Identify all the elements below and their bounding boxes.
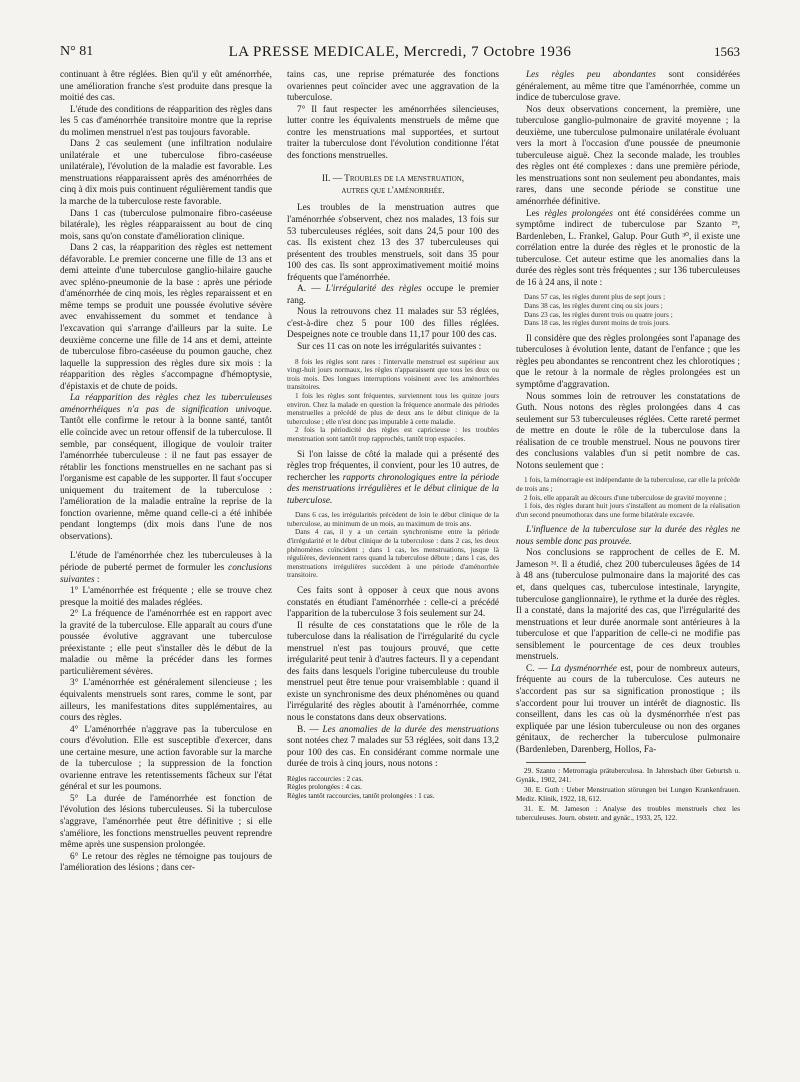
list-item: 2 fois, elle apparaît au décours d'une tuberculose de gravité moyenne ; xyxy=(524,493,727,502)
small-paragraph: 8 fois les règles sont rares : l'intervalle menstruel est supérieur aux vingt-huit jours normaux, les règles n'apparaissent que tous les deux ou trois mois. Des longues interruptions voisinent avec les aménorrhées transitoires. xyxy=(287,357,499,392)
paragraph: 7° Il faut respecter les aménorrhées silencieuses, lutter contre les équivalents menstruels de même que contre les menstruations mal supportées, et surtout traiter la tuberculose dont l'évolution conditionne l'état des fonctions menstruelles. xyxy=(287,104,499,161)
text: : xyxy=(94,574,100,585)
footnotes xyxy=(516,767,740,822)
small-paragraph: Dans 4 cas, il y a un certain synchronisme entre la période d'irrégularité et le début clinique de la tuberculose : dans 2 cas, les deux phénomènes coïncident ; dans 1 cas, les menstruations, jusque là régulières, deviennent rares quand la tuberculose débute ; dans 1 cas, des menstruations irrégulières succèdent à une période d'aménorrhée transitoire. xyxy=(287,528,499,580)
footnote: 31. E. M. Jameson : Analyse des troubles menstruels chez les tuberculeuses. Journ. obstetr. and gynäc., 1933, 25, 122. xyxy=(516,805,740,822)
list-item: Dans 38 cas, les règles durent cinq ou six jours ; xyxy=(524,301,663,310)
paragraph: Nos conclusions se rapprochent de celles de E. M. Jameson ³¹. Il a étudié, chez 200 tuberculeuses âgées de 14 à 48 ans (tuberculose pulmonaire dans la majorité des cas et, dans quelques cas, tuberculose intestinale, laryngite, tuberculose ganglionnaire), le rythme et la durée des règles. Il a constaté, dans la majorité des cas, que l'irrégularité des menstruations et leur durée anormale sont antérieures à la tuberculose et que l'apparition de celle-ci ne modifie pas sensiblement le pourcentage de ces deux troubles menstruels. xyxy=(516,548,740,663)
column-2 xyxy=(287,70,499,801)
paragraph: Les troubles de la menstruation autres que l'aménorrhée s'observent, chez nos malades, 13 fois sur 53 tuberculeuses réglées, soit dans 24,5 pour 100 des cas. Ils existent chez 13 des 37 tuberculeuses qui présentent des troubles menstruels, soit dans 35 pour 100 des cas. Ils sont approximativement moitié moins fréquents que l'aménorrhée. xyxy=(287,203,499,283)
conclusion-1: 1° L'aménorrhée est fréquente ; elle se trouve chez presque la moitié des malades réglées. xyxy=(60,586,272,608)
column-3 xyxy=(516,70,740,824)
text: ont été considérées comme un symptôme indirect de tuberculose par Szanto ²⁹, Bardenleben, L. Frankel, Galup. Pour Guth ³⁰, il existe une corrélation entre la durée des règles et le pronostic de la tuberculose. Cet auteur estime que les anomalies dans la durée des règles sont très fréquentes ; sur 136 tuberculeuses de 16 à 24 ans, il note : xyxy=(516,208,741,288)
paragraph xyxy=(516,209,740,290)
italic-text: La dysménorrhée xyxy=(550,663,617,674)
text: sont considérées généralement, au même titre que l'aménorrhée, comme un indice de tuberculose grave. xyxy=(516,70,741,104)
page-header xyxy=(60,44,740,66)
list-item: Dans 23 cas, les règles durent trois ou quatre jours ; xyxy=(524,310,673,319)
paragraph xyxy=(516,664,740,756)
list-item: 1 fois, la ménorragie est indépendante de la tuberculose, car elle la précède de trois ans ; xyxy=(516,476,740,493)
paragraph xyxy=(60,551,272,586)
list-item: Dans 57 cas, les règles durent plus de sept jours ; xyxy=(524,293,666,302)
paragraph: Nous sommes loin de retrouver les constatations de Guth. Nous notons des règles prolongées dans 4 cas seulement sur 53 tuberculeuses réglées. Cette rareté permet de mettre en doute le rôle de la tuberculose dans la réalisation de ce trouble menstruel. Nous ne pouvons tirer des conclusions valables d'un si petit nombre de cas. Notons seulement que : xyxy=(516,391,740,471)
text: est, pour de nombreux auteurs, fréquente au cours de la tuberculose. Ces auteurs ne s'accordent pas sur sa signification pronostique ; ils s'accordent pour lui trouver un intérêt de diagnostic. Ils conseillent, dans les cas où la dysménorrhée n'est pas expliquée par une lésion tuberculeuse ou non des organes génitaux, de rechercher la tuberculose pulmonaire (Bardenleben, Darenberg, Hollos, Fa- xyxy=(516,663,740,755)
small-print-block xyxy=(287,358,499,444)
list-item: Règles prolongées : 4 cas. xyxy=(287,783,362,792)
conclusion-4: 4° L'aménorrhée n'aggrave pas la tuberculose en cours d'évolution. Elle est susceptible d'exercer, dans une certaine mesure, une action favorable sur la marche de la tuberculose ; la suppression de la fonction ovarienne entrave les retentissements fâcheux sur l'état général et sur les poumons. xyxy=(60,724,272,793)
small-print-block xyxy=(516,476,740,519)
paragraph: Dans 2 cas seulement (une infiltration nodulaire unilatérale et une tuberculose fibro-caséeuse unilatérale), l'évolution de la maladie est favorable. Les menstruations réapparaissent après des aménorrhées de cinq à dix mois puis continuent régulièrement tandis que la marche de la tuberculose reste favorable. xyxy=(60,139,272,208)
italic-text: Les anomalies de la durée des menstruations xyxy=(322,724,499,735)
conclusion-6: 6° Le retour des règles ne témoigne pas toujours de l'amélioration des lésions ; dans cer- xyxy=(60,851,272,874)
italic-text: rapports chronologiques entre la période des menstruations irrégulières et le début clinique de la tuberculose. xyxy=(287,472,499,506)
small-print-block xyxy=(287,511,499,580)
paragraph: Sur ces 11 cas on note les irrégularités suivantes : xyxy=(297,342,482,353)
text: A. — xyxy=(297,284,326,295)
paragraph xyxy=(516,70,740,105)
italic-text: Les règles peu abondantes xyxy=(526,70,656,80)
small-paragraph: 2 fois la périodicité des règles est capricieuse : les troubles menstruation sont tantôt trop rapprochés, tantôt trop espacées. xyxy=(287,426,499,443)
italic-text: La réapparition des règles chez les tuberculeuses aménorrhéiques n'a pas de signification univoque. xyxy=(60,393,272,415)
paragraph: Nos deux observations concernent, la première, une tuberculose ganglio-pulmonaire de gravité moyenne ; la deuxième, une tuberculose pulmonaire unilatérale évoluant vers la mort à l'occasion d'une poussée de pneumonie tuberculeuse aiguë. Chez la seconde malade, les troubles des règles ont été complexes : dans une première période, les menstruations sont non seulement peu abondantes, mais rares, dans une seconde période se constitue une aménorrhée définitive. xyxy=(516,104,740,208)
paragraph: tains cas, une reprise prématurée des fonctions ovariennes peut coïncider avec une aggravation de la tuberculose. xyxy=(287,70,499,104)
paragraph: Ces faits sont à opposer à ceux que nous avons constatés en étudiant l'aménorrhée : celle-ci a précédé l'apparition de la tuberculose 3 fois seulement sur 24. xyxy=(287,586,499,620)
small-print-block xyxy=(287,775,499,801)
issue-number: N° 81 xyxy=(60,44,94,59)
italic-text: conclusions suivantes xyxy=(60,562,272,585)
text: Les xyxy=(526,208,545,219)
text: occupe le premier rang. xyxy=(287,284,500,306)
paragraph: L'étude des conditions de réapparition des règles dans les 5 cas d'aménorrhée transitoire montre que la reprise du molimen menstruel n'est pas toujours favorable. xyxy=(60,104,272,138)
section-heading: II. — Troubles de la menstruation, xyxy=(321,174,465,185)
conclusion-2: 2° La fréquence de l'aménorrhée est en rapport avec la gravité de la tuberculose. Elle apparaît au cours d'une poussée évolutive aggravant une tuberculose préexistante ; elle peut s'installer dès le début de la maladie ou même la précéder dans les formes particulièrement sévères. xyxy=(60,609,272,677)
paragraph: Nous la retrouvons chez 11 malades sur 53 réglées, c'est-à-dire chez 5 pour 100 des filles réglées. Despeignes note ce trouble dans 11,17 pour 100 des cas. xyxy=(287,307,499,341)
small-print-block xyxy=(516,293,740,327)
list-item: Règles tantôt raccourcies, tantôt prolongées : 1 cas. xyxy=(287,791,435,800)
small-paragraph: Dans 6 cas, les irrégularités précèdent de loin le début clinique de la tuberculose, au minimum de un mois, au maximum de trois ans. xyxy=(287,511,499,528)
small-paragraph: 1 fois les règles sont fréquentes, surviennent tous les quinze jours environ. Chez la malade en question la fréquence anormale des périodes menstruelles a précédé de plus de deux ans le début clinique de la tuberculose ; elle n'est donc pas imputable à cette maladie. xyxy=(287,391,499,426)
conclusion-5: 5° La durée de l'aménorrhée est fonction de l'évolution des lésions tuberculeuses. Si la tuberculose s'aggrave, l'aménorrhée peut être définitive ; si elle s'améliore, les fonctions menstruelles peuvent reprendre même après une suspension prolongée. xyxy=(60,793,272,851)
text: sont notées chez 7 malades sur 53 réglées, soit dans 13,2 pour 100 des cas. En considérant comme normale une durée de trois à cinq jours, nous notons : xyxy=(287,736,499,770)
text: L'étude de l'aménorrhée chez les tuberculeuses à la période de puberté permet de formuler les xyxy=(60,551,272,573)
footnote-divider xyxy=(526,762,586,763)
section-heading: autres que l'aménorrhée. xyxy=(341,185,445,196)
list-item: 1 fois, des règles durant huit jours s'installent au moment de la réalisation d'un second pneumothorax dans une forme bilatérale excavée. xyxy=(516,502,740,519)
journal-title: LA PRESSE MEDICALE, Mercredi, 7 Octobre 1936 xyxy=(228,44,572,60)
footnote: 30. E. Guth : Ueber Menstruation störungen bei Lungen Krankenfrauen. Mediz. Klinik, 1922, 18, 612. xyxy=(516,786,740,803)
footnote: 29. Szanto : Metrorragia prätuberculosa. In Jahresbach über Geburtsh u. Gynäk., 1902, 241. xyxy=(516,767,740,784)
text: Tantôt elle confirme le retour à la bonne santé, tantôt elle coïncide avec un retour offensif de la tuberculose. Il semble, par conséquent, illogique de vouloir traiter l'aménorrhée tuberculeuse : il ne faut pas essayer de rétablir les fonctions menstruelles en ne sachant pas si l'organisme est capable de les supporter. Il faut s'occuper uniquement du traitement de la tuberculose : l'amélioration de la maladie entraîne la reprise de la fonction ovarienne, même quand celle-ci a été inhibée pendant longtemps (dix mois dans l'une de nos observations). xyxy=(60,416,272,542)
italic-text: règles prolongées xyxy=(544,208,613,219)
paragraph: Dans 2 cas, la réapparition des règles est nettement défavorable. Le premier concerne une fille de 13 ans et demi atteinte d'une tuberculose ganglio-hilaire gauche avec spléno-pneumonie de la base : après une période d'aménorrhée de cinq mois, les règles reparaissent et en même temps se produit une poussée évolutive sévère avec envahissement du sommet et tendance à l'excavation qui s'arrange d'ailleurs par la suite. Le deuxième concerne une fille de 14 ans et demi, atteinte de tuberculose fibro-caséeuse du poumon gauche, chez laquelle la suppression des règles dure six mois : la réapparition des règles s'accompagne d'hémoptysie, d'épistaxis et de chute de poids. xyxy=(60,243,272,392)
list-item: Règles raccourcies : 2 cas. xyxy=(287,774,364,783)
conclusion-3: 3° L'aménorrhée est généralement silencieuse ; les équivalents menstruels sont rares, comme le sont, par ailleurs, les manifestations dites supplémentaires, au cours des règles. xyxy=(60,678,272,724)
paragraph xyxy=(287,450,499,508)
paragraph xyxy=(287,284,499,307)
list-item: Dans 18 cas, les règles durent moins de trois jours. xyxy=(524,319,670,328)
paragraph: Dans 1 cas (tuberculose pulmonaire fibro-caséeuse bilatérale), les règles réapparaissent au bout de cinq mois, sans qu'on constate d'amélioration clinique. xyxy=(60,208,272,242)
paragraph xyxy=(287,725,499,771)
italic-text: L'irrégularité des règles xyxy=(325,284,422,295)
paragraph xyxy=(516,525,740,548)
page-number: 1563 xyxy=(714,44,740,59)
paragraph: Il considère que des règles prolongées sont l'apanage des tuberculoses à évolution lente, datant de l'enfance ; que les règles peu abondantes se rencontrent chez les chlorotiques ; que le retour à la normale de règles prolongées est un symptôme d'aggravation. xyxy=(516,333,740,390)
paragraph: continuant à être réglées. Bien qu'il y eût aménorrhée, une amélioration franche s'est produite dans presque la moitié des cas. xyxy=(60,70,272,104)
text: C. — xyxy=(526,663,551,674)
text: Si l'on laisse de côté la malade qui a présenté des règles trop fréquentes, il convient, pour les 10 autres, de rechercher les xyxy=(287,449,499,483)
column-1 xyxy=(60,70,272,875)
text: B. — xyxy=(297,724,323,735)
italic-text: L'influence de la tuberculose sur la durée des règles ne nous semble donc pas prouvée. xyxy=(516,525,740,547)
paragraph: Il résulte de ces constatations que le rôle de la tuberculose dans la réalisation de l'irrégularité du cycle menstruel n'est pas toujours prouvé, que cette irrégularité peut tenir à d'autres facteurs. Il y a cependant des faits dans lesquels l'origine tuberculeuse du trouble menstruel peut être tenue pour vraisemblable : quand il existe un synchronisme des deux phénomènes ou quand l'irrégularité des règles aboutit à l'aménorrhée, comme nous le constatons dans deux observations. xyxy=(287,620,499,724)
paragraph xyxy=(60,393,272,543)
